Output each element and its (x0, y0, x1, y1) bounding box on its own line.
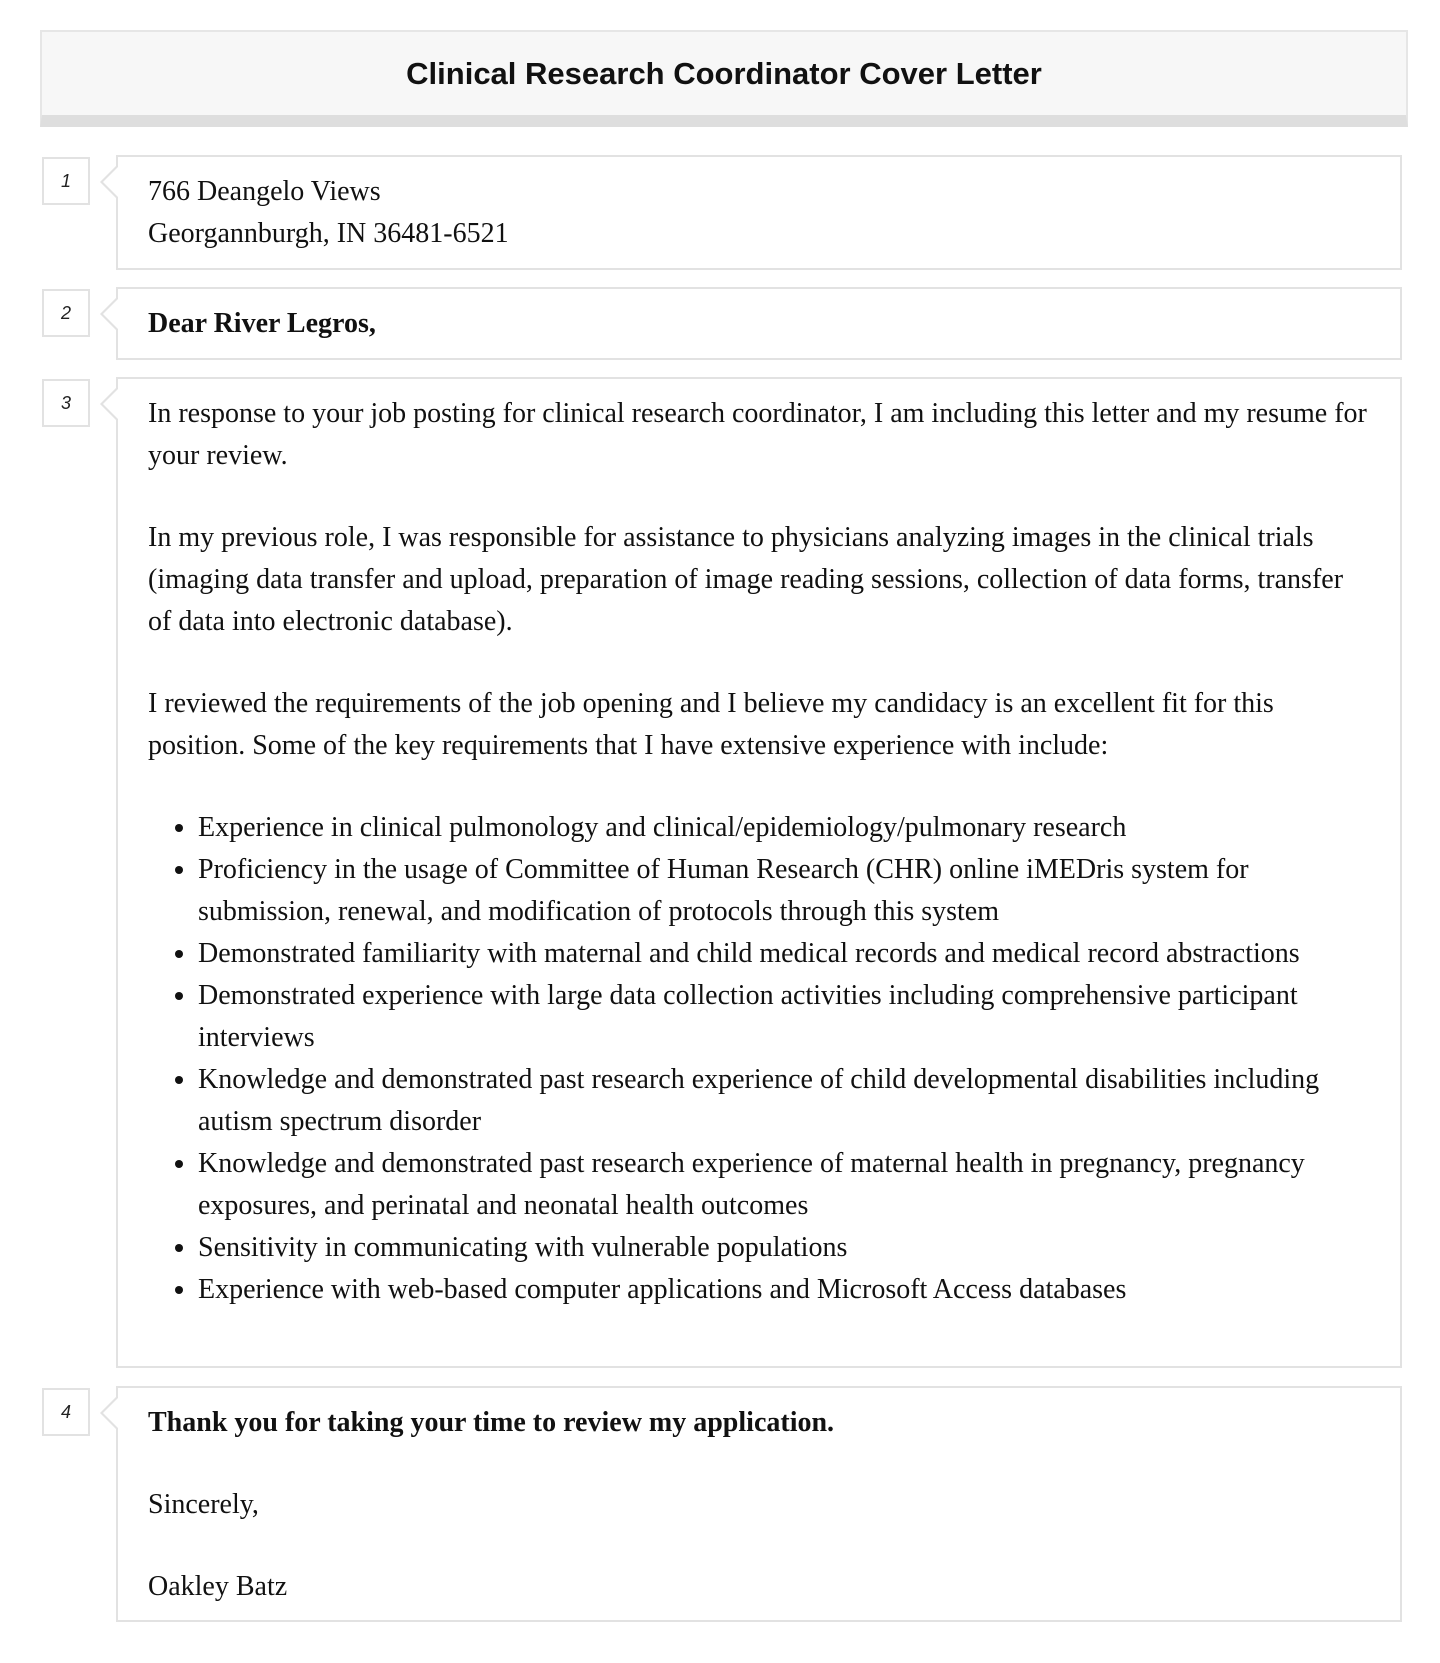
list-item: • Knowledge and demonstrated past research experience of maternal health in pregnancy, pregnancy exposures, and perinatal and neonatal health outcomes (198, 1143, 1370, 1227)
greeting: Dear River Legros, (148, 308, 376, 339)
signoff: Sincerely, (148, 1489, 259, 1520)
list-item: • Sensitivity in communicating with vulnerable populations (198, 1227, 1370, 1269)
section-number: 4 (42, 1388, 90, 1436)
closing-line: Thank you for taking your time to review my application. (148, 1407, 835, 1438)
document-header (40, 30, 1408, 127)
list-item: • Experience in clinical pulmonology and clinical/epidemiology/pulmonary research (198, 807, 1370, 849)
address-line-2: Georgannburgh, IN 36481-6521 (148, 218, 509, 249)
body-paragraph: I reviewed the requirements of the job opening and I believe my candidacy is an excellent fit for this position. Some of the key requirements that I have extensive experience with include: (148, 688, 1274, 761)
section-number: 3 (42, 379, 90, 427)
requirements-list (148, 807, 1370, 1311)
list-item: • Demonstrated familiarity with maternal and child medical records and medical record abstractions (198, 933, 1370, 975)
document-title: Clinical Research Coordinator Cover Letter (406, 55, 1042, 91)
body-paragraph: In my previous role, I was responsible for assistance to physicians analyzing images in the clinical trials (imaging data transfer and upload, preparation of image reading sessions, collection of data forms, transfer of data into electronic database). (148, 522, 1344, 637)
list-item: • Demonstrated experience with large data collection activities including comprehensive participant interviews (198, 975, 1370, 1059)
body-paragraph: In response to your job posting for clinical research coordinator, I am including this letter and my resume for your review. (148, 398, 1367, 471)
closing-card (116, 1386, 1402, 1622)
section-number: 2 (42, 289, 90, 337)
signature: Oakley Batz (148, 1571, 288, 1602)
address-card (116, 155, 1402, 270)
list-item: • Experience with web-based computer applications and Microsoft Access databases (198, 1269, 1370, 1311)
address-line-1: 766 Deangelo Views (148, 176, 381, 207)
body-card (116, 377, 1402, 1368)
list-item: • Knowledge and demonstrated past research experience of child developmental disabilities including autism spectrum disorder (198, 1059, 1370, 1143)
greeting-card (116, 287, 1402, 360)
section-number: 1 (42, 157, 90, 205)
list-item: • Proficiency in the usage of Committee of Human Research (CHR) online iMEDris system for submission, renewal, and modification of protocols through this system (198, 849, 1370, 933)
